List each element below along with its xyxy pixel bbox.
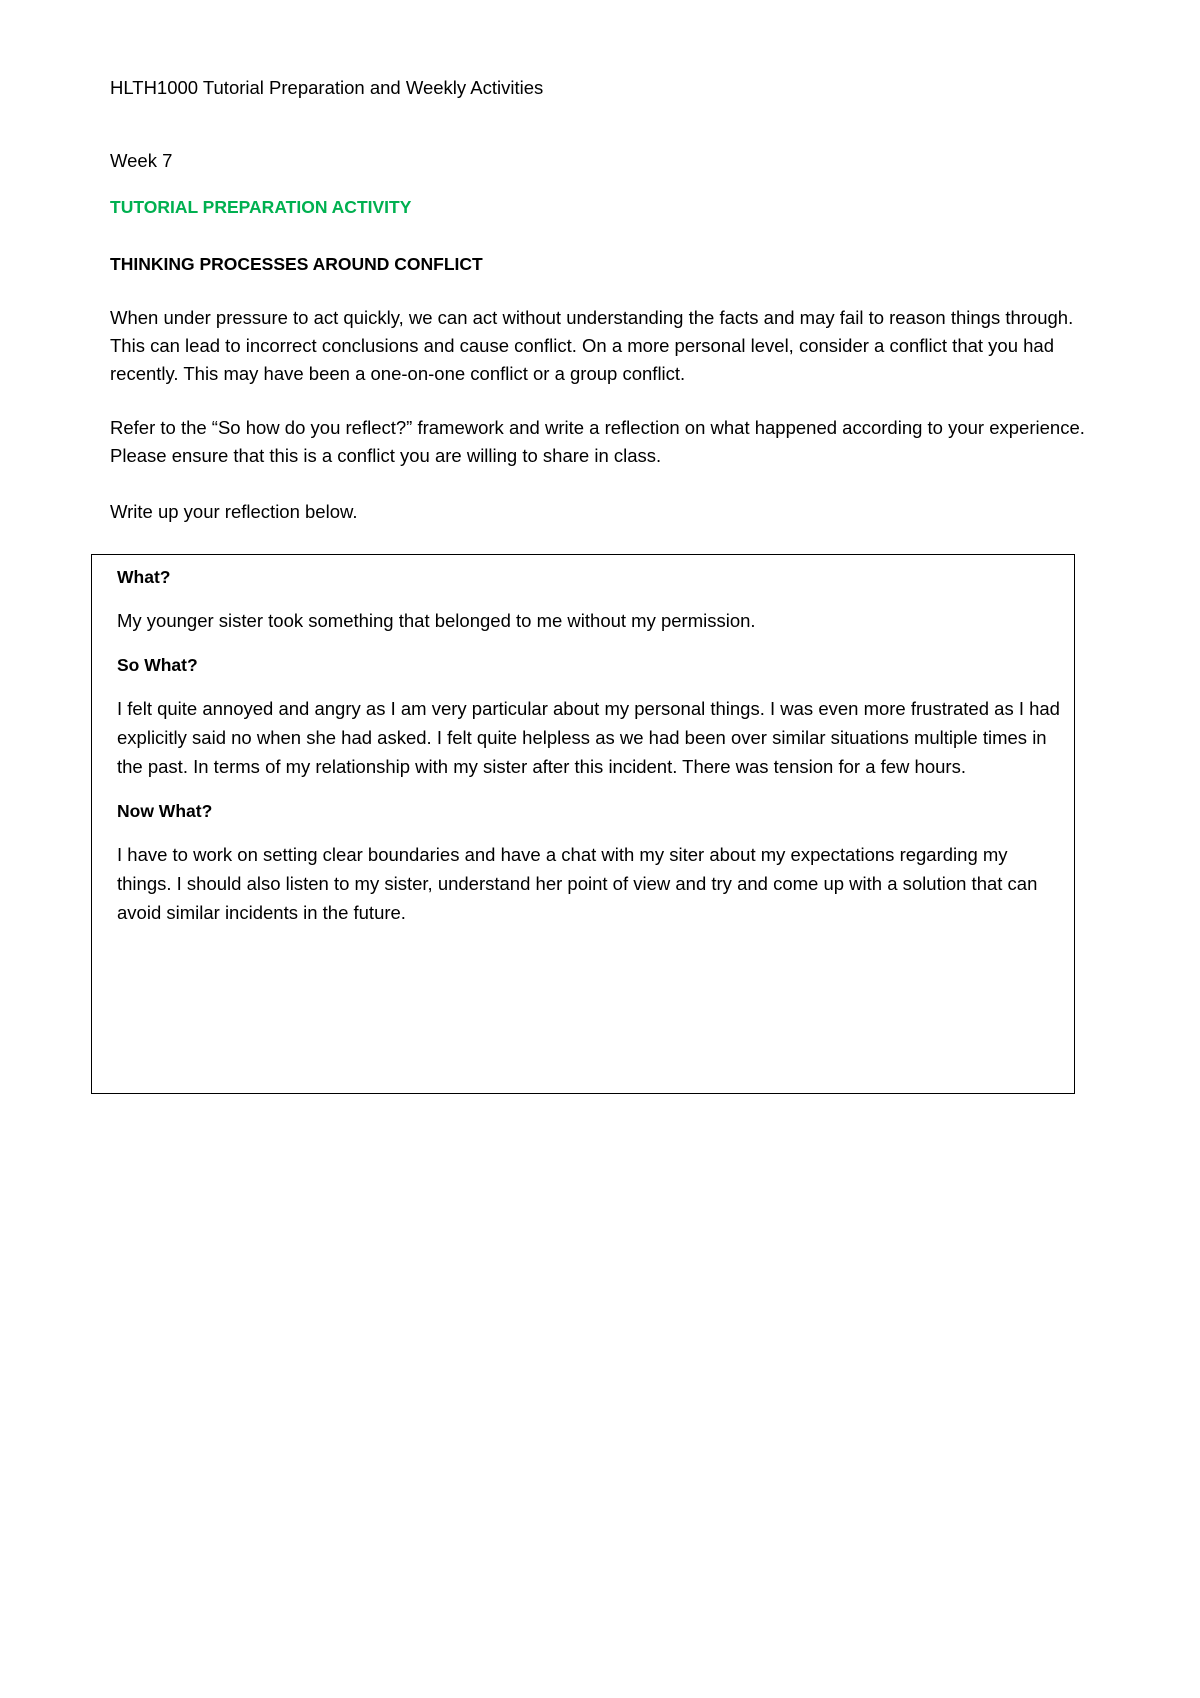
- now-what-heading: Now What?: [117, 801, 213, 821]
- section-heading: THINKING PROCESSES AROUND CONFLICT: [110, 254, 483, 274]
- activity-title: TUTORIAL PREPARATION ACTIVITY: [110, 197, 412, 217]
- intro-paragraph: When under pressure to act quickly, we can act without understanding the facts and may fail to reason things through. This can lead to incorrect conclusions and cause conflict. On a more personal level, consider a conflict that you had recently. This may have been a one-on-one conflict or a group conflict.: [110, 307, 1074, 384]
- so-what-text: I felt quite annoyed and angry as I am very particular about my personal things. I was even more frustrated as I had explicitly said no when she had asked. I felt quite helpless as we had been over similar situations multiple times in the past. In terms of my relationship with my sister after this incident. There was tension for a few hours.: [117, 698, 1060, 777]
- reflection-box: [91, 554, 1075, 1094]
- document-header: HLTH1000 Tutorial Preparation and Weekly Activities: [110, 77, 544, 98]
- so-what-heading: So What?: [117, 655, 198, 675]
- write-up-prompt: Write up your reflection below.: [110, 501, 358, 522]
- instructions-paragraph: Refer to the “So how do you reflect?” framework and write a reflection on what happened according to your experience. Please ensure that this is a conflict you are willing to share in class.: [110, 417, 1085, 466]
- week-label: Week 7: [110, 150, 173, 171]
- reflection-content: [117, 563, 1062, 927]
- what-heading: What?: [117, 567, 171, 587]
- now-what-text: I have to work on setting clear boundaries and have a chat with my siter about my expectations regarding my things. I should also listen to my sister, understand her point of view and try and come up with a solution that can avoid similar incidents in the future.: [117, 844, 1038, 923]
- what-text: My younger sister took something that belonged to me without my permission.: [117, 610, 756, 631]
